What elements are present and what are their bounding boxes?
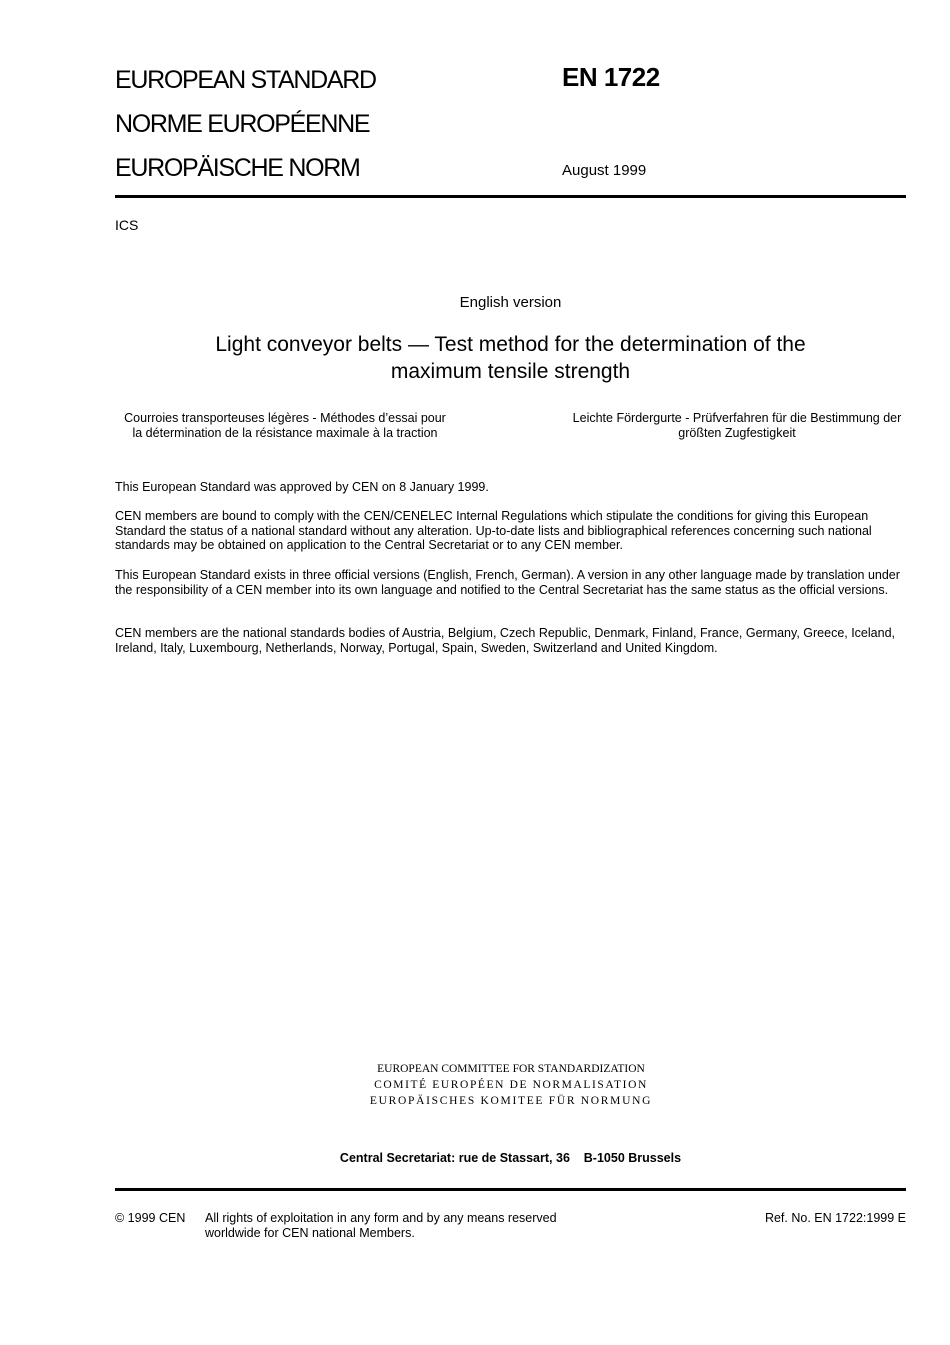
rights-line-2: worldwide for CEN national Members. bbox=[205, 1226, 415, 1240]
ics-label: ICS bbox=[115, 217, 139, 233]
committee-block bbox=[340, 1061, 682, 1109]
german-title-line-1: Leichte Fördergurte - Prüfverfahren für die Bestimmung der bbox=[572, 411, 902, 425]
rights-notice bbox=[205, 1211, 585, 1241]
french-title-line-1: Courroies transporteuses légères - Méthodes d’essai pour bbox=[124, 411, 446, 425]
document-title-line-1: Light conveyor belts — Test method for the determination of the bbox=[215, 333, 806, 356]
french-title-line-2: la détermination de la résistance maximale à la traction bbox=[132, 426, 438, 440]
compliance-paragraph: CEN members are bound to comply with the CEN/CENELEC Internal Regulations which stipulate the conditions for giving this European Standard the status of a national standard without any alteration. Up-to-date lists and bibliographical references concerning such national standards may be obtained on application to the Central Secretariat or to any CEN member. bbox=[115, 509, 872, 553]
german-title bbox=[566, 411, 908, 441]
copyright-notice: © 1999 CEN bbox=[115, 1211, 186, 1225]
document-title-line-2: maximum tensile strength bbox=[390, 360, 631, 383]
version-label: English version bbox=[459, 294, 562, 311]
committee-german: EUROPÄISCHES KOMITEE FÜR NORMUNG bbox=[369, 1095, 653, 1107]
document-title bbox=[115, 331, 906, 385]
title-french: NORME EUROPÉENNE bbox=[115, 110, 370, 138]
german-title-line-2: größten Zugfestigkeit bbox=[678, 426, 796, 440]
reference-number: Ref. No. EN 1722:1999 E bbox=[764, 1211, 906, 1225]
header-divider bbox=[115, 195, 906, 198]
versions-paragraph: This European Standard exists in three official versions (English, French, German). A version in any other language made by translation under the responsibility of a CEN member into its own language and notified to the Central Secretariat has the same status as the official versions. bbox=[115, 568, 900, 597]
french-title bbox=[115, 411, 455, 441]
title-english: EUROPEAN STANDARD bbox=[115, 66, 376, 94]
committee-french: COMITÉ EUROPÉEN DE NORMALISATION bbox=[374, 1079, 648, 1091]
publication-date: August 1999 bbox=[562, 162, 647, 179]
standard-number: EN 1722 bbox=[562, 62, 660, 92]
footer-divider bbox=[115, 1188, 906, 1191]
members-paragraph: CEN members are the national standards bodies of Austria, Belgium, Czech Republic, Denmark, Finland, France, Germany, Greece, Iceland, Ireland, Italy, Luxembourg, Netherlands, Norway, Portugal, Spain, Sweden, Switzerland and United Kingdom. bbox=[115, 626, 895, 655]
approval-paragraph: This European Standard was approved by CEN on 8 January 1999. bbox=[115, 480, 489, 494]
title-german: EUROPÄISCHE NORM bbox=[115, 154, 360, 182]
committee-english: EUROPEAN COMMITTEE FOR STANDARDIZATION bbox=[377, 1063, 645, 1075]
secretariat-address: Central Secretariat: rue de Stassart, 36 B-1050 Brussels bbox=[339, 1151, 682, 1165]
rights-line-1: All rights of exploitation in any form and by any means reserved bbox=[205, 1211, 557, 1225]
